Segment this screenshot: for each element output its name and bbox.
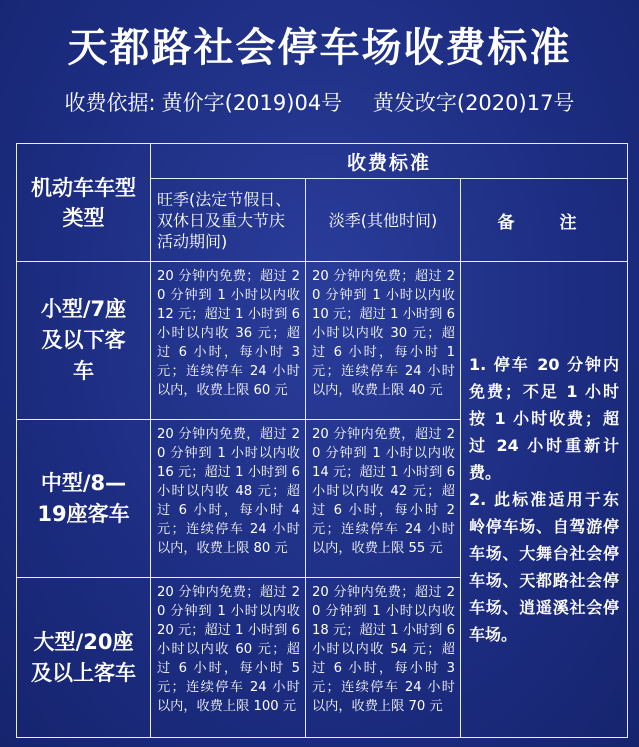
fee-table: [16, 143, 628, 738]
table-row: [17, 262, 628, 420]
header-fee-standard: 收费标准: [151, 144, 628, 179]
notes-cell: [461, 262, 628, 738]
note-1: 1. 停车 20 分钟内免费；不足 1 小时按 1 小时收费；超过 24 小时重新计费。: [469, 355, 620, 482]
vehicle-type-small: 小型/7座及以下客车: [17, 262, 151, 420]
off-fee-small: 20 分钟内免费；超过 20 分钟到 1 小时以内收 10 元；超过 1 小时到 6 小时以内收 30 元；超过 6 小时，每小时 1 元；连续停车 24 小时以内，收费上限 40 元: [306, 262, 461, 420]
header-peak-season: 旺季(法定节假日、双休日及重大节庆活动期间): [151, 179, 306, 262]
note-2: 2. 此标准适用于东岭停车场、自驾游停车场、大舞台社会停车场、天都路社会停车场、逍遥溪社会停车场。: [469, 490, 620, 644]
off-fee-medium: 20 分钟内免费，超过 20 分钟到 1 小时以内收 14 元；超过 1 小时到 6 小时以内收 42 元；超过 6 小时，每小时 2 元；连续停车 24 小时以内，收费上限 55 元: [306, 420, 461, 578]
peak-fee-small: 20 分钟内免费；超过 20 分钟到 1 小时以内收 12 元；超过 1 小时到 6 小时以内收 36 元；超过 6 小时，每小时 3 元；连续停车 24 小时以内，收费上限 60 元: [151, 262, 306, 420]
peak-fee-medium: 20 分钟内免费，超过 20 分钟到 1 小时以内收 16 元；超过 1 小时到 6 小时以内收 48 元；超过 6 小时，每小时 4 元；连续停车 24 小时以内，收费上限 80 元: [151, 420, 306, 578]
header-notes: 备 注: [461, 179, 628, 262]
fee-basis-doc-1: 黄价字(2019)04号: [161, 91, 343, 115]
fee-basis-label: 收费依据:: [64, 91, 156, 115]
vehicle-type-medium: 中型/8—19座客车: [17, 420, 151, 578]
header-off-season: 淡季(其他时间): [306, 179, 461, 262]
page-title: 天都路社会停车场收费标准: [67, 24, 572, 71]
fee-basis-line: [0, 88, 639, 118]
peak-fee-large: 20 分钟内免费；超过 20 分钟到 1 小时以内收 20 元；超过 1 小时到 6 小时以内收 60 元；超过 6 小时，每小时 5 元；连续停车 24 小时以内，收费上限 100 元: [151, 578, 306, 738]
vehicle-type-large: 大型/20座及以上客车: [17, 578, 151, 738]
header-vehicle-type: 机动车车型类型: [17, 144, 151, 262]
off-fee-large: 20 分钟内免费；超过 20 分钟到 1 小时以内收 18 元；超过 1 小时到 6 小时以内收 54 元；超过 6 小时，每小时 3 元；连续停车 24 小时以内，收费上限 70 元: [306, 578, 461, 738]
fee-basis-doc-2: 黄发改字(2020)17号: [372, 91, 575, 115]
